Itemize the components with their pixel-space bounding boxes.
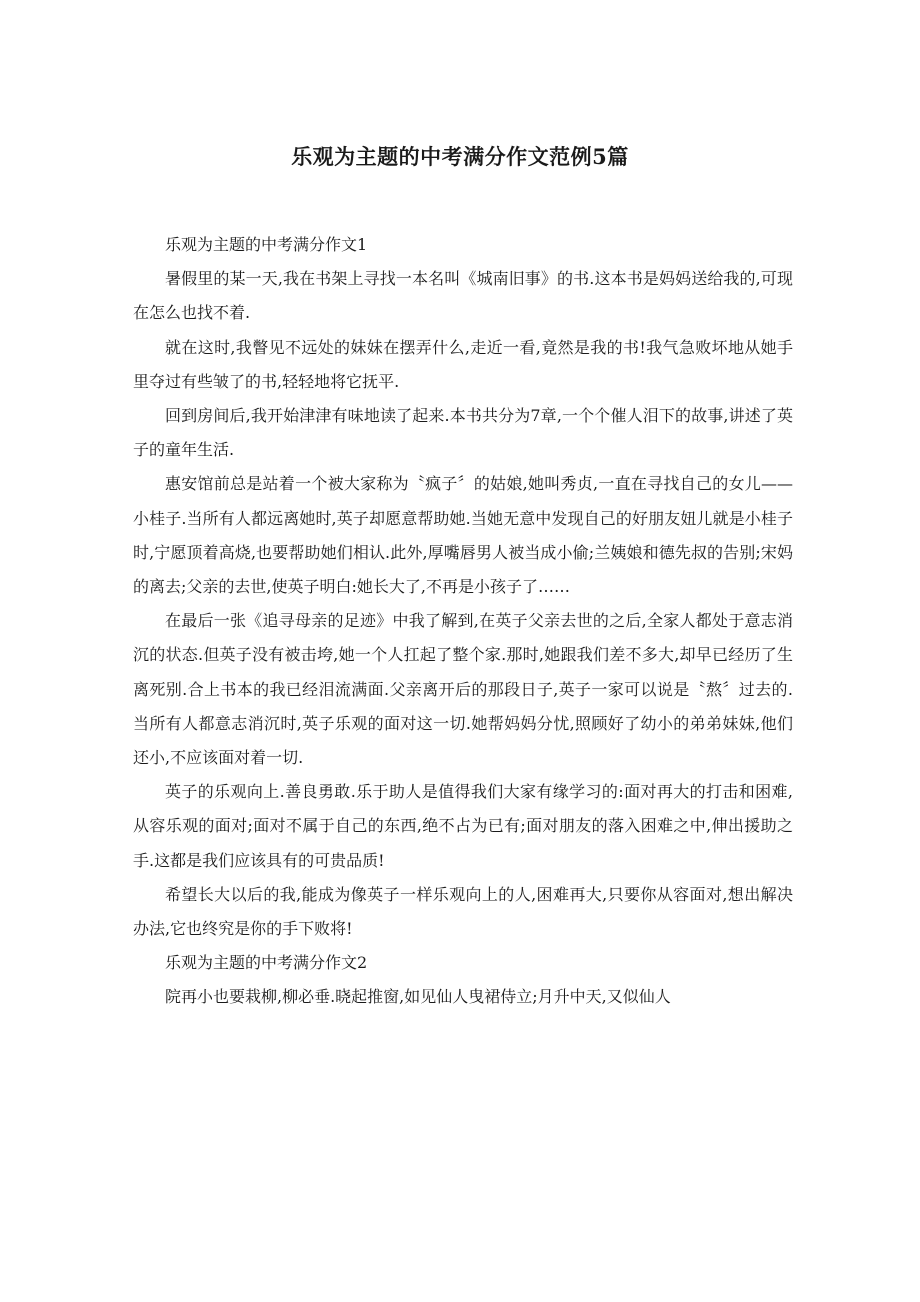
paragraph: 暑假里的某一天,我在书架上寻找一本名叫《城南旧事》的书.这本书是妈妈送给我的,可现在怎么也找不着. <box>133 269 793 323</box>
document-title: 乐观为主题的中考满分作文范例5篇 <box>291 144 629 169</box>
paragraph: 惠安馆前总是站着一个被大家称为〝疯子〞的姑娘,她叫秀贞,一直在寻找自己的女儿——小桂子.当所有人都远离她时,英子却愿意帮助她.当她无意中发现自己的好朋友妞儿就是小桂子时,宁愿顶着高烧,也要帮助她们相认.此外,厚嘴唇男人被当成小偷;兰姨娘和德先叔的告别;宋妈的离去;父亲的去世,使英子明白:她长大了,不再是小孩子了…… <box>133 474 793 597</box>
paragraph: 就在这时,我瞥见不远处的妹妹在摆弄什么,走近一看,竟然是我的书!我气急败坏地从她手里夺过有些皱了的书,轻轻地将它抚平. <box>133 337 793 391</box>
paragraph: 希望长大以后的我,能成为像英子一样乐观向上的人,困难再大,只要你从容面对,想出解决办法,它也终究是你的手下败将! <box>133 884 793 939</box>
paragraph: 英子的乐观向上.善良勇敢.乐于助人是值得我们大家有缘学习的:面对再大的打击和困难,从容乐观的面对;面对不属于自己的东西,绝不占为已有;面对朋友的落入困难之中,伸出援助之手.这都是我们应该具有的可贵品质! <box>133 782 793 870</box>
essay-heading-2: 乐观为主题的中考满分作文2 <box>165 953 368 973</box>
paragraph: 回到房间后,我开始津津有味地读了起来.本书共分为7章,一个个催人泪下的故事,讲述了英子的童年生活. <box>133 406 793 460</box>
document-body <box>133 228 793 1015</box>
paragraph: 院再小也要栽柳,柳必垂.晓起推窗,如见仙人曳裙侍立;月升中天,又似仙人 <box>165 987 671 1007</box>
essay-heading-1: 乐观为主题的中考满分作文1 <box>165 235 368 254</box>
paragraph: 在最后一张《追寻母亲的足迹》中我了解到,在英子父亲去世的之后,全家人都处于意志消沉的状态.但英子没有被击垮,她一个人扛起了整个家.那时,她跟我们差不多大,却早已经历了生离死别.合上书本的我已经泪流满面.父亲离开后的那段日子,英子一家可以说是〝熬〞过去的.当所有人都意志消沉时,英子乐观的面对这一切.她帮妈妈分忧,照顾好了幼小的弟弟妹妹,他们还小,不应该面对着一切. <box>133 611 793 768</box>
